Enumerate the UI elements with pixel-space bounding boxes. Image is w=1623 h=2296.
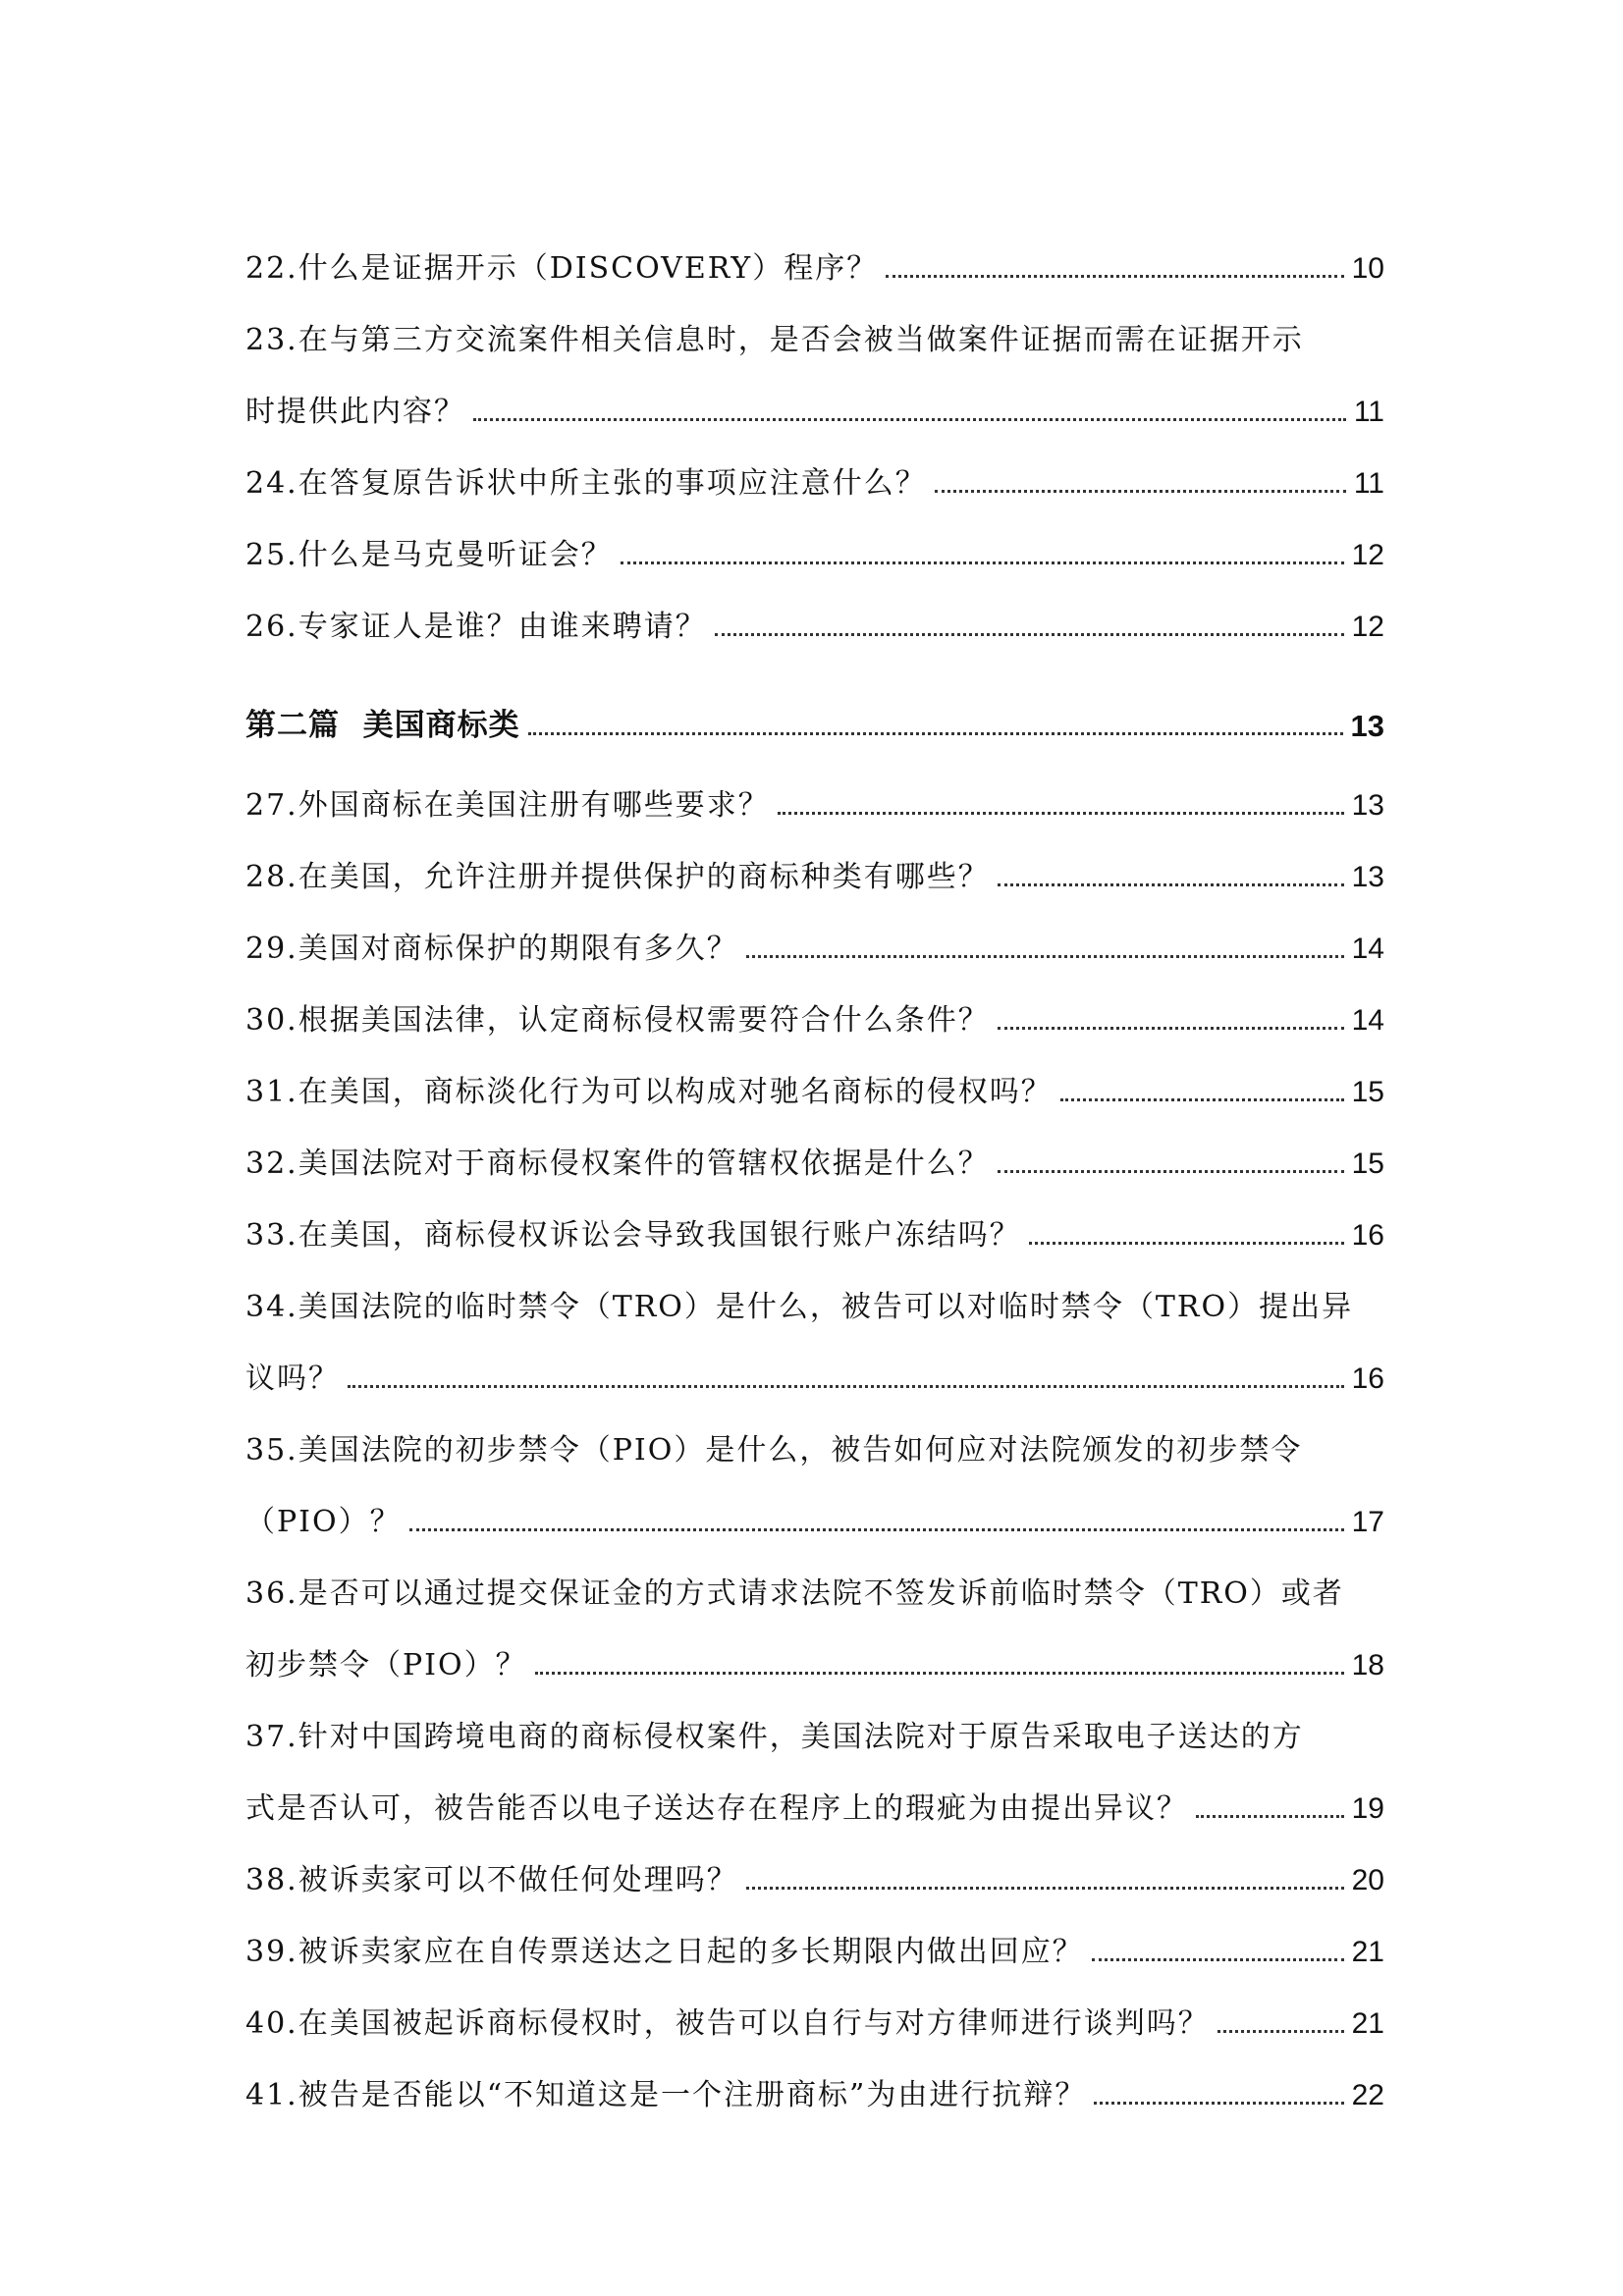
dot-leader (778, 812, 1344, 815)
table-of-contents (245, 218, 1384, 2116)
dot-leader (998, 1027, 1344, 1030)
toc-entry-23-line-1[interactable] (245, 290, 1384, 361)
toc-entry-title: 37.针对中国跨境电商的商标侵权案件，美国法院对于原告采取电子送达的方 (245, 1720, 1304, 1754)
toc-entry-page: 16 (1351, 1362, 1384, 1395)
toc-entry-34-line-2[interactable] (245, 1328, 1384, 1400)
dot-leader (998, 883, 1344, 886)
dot-leader (746, 955, 1344, 958)
toc-entry-39[interactable] (245, 1901, 1384, 1973)
toc-entry-25[interactable] (245, 505, 1384, 576)
dot-leader (348, 1385, 1344, 1388)
toc-entry-34-line-1[interactable] (245, 1256, 1384, 1328)
toc-entry-26[interactable] (245, 576, 1384, 648)
toc-entry-page: 20 (1351, 1864, 1384, 1896)
spacer (245, 648, 1384, 675)
toc-entry-title: 41.被告是否能以“不知道这是一个注册商标”为由进行抗辩？ (245, 2078, 1087, 2112)
toc-entry-title: 27.外国商标在美国注册有哪些要求？ (245, 788, 770, 823)
toc-entry-title: 28.在美国，允许注册并提供保护的商标种类有哪些？ (245, 860, 990, 894)
toc-section-heading[interactable] (245, 675, 1384, 747)
dot-leader (528, 732, 1343, 735)
toc-entry-page: 13 (1351, 789, 1384, 822)
toc-entry-page: 10 (1351, 252, 1384, 285)
toc-entry-title: 39.被诉卖家应在自传票送达之日起的多长期限内做出回应？ (245, 1935, 1084, 1969)
toc-entry-page: 15 (1351, 1148, 1384, 1180)
dot-leader (1217, 2030, 1344, 2033)
toc-entry-page: 15 (1351, 1076, 1384, 1108)
dot-leader (1029, 1242, 1344, 1245)
toc-entry-page: 21 (1351, 1936, 1384, 1968)
dot-leader (535, 1672, 1344, 1675)
toc-entry-page: 12 (1351, 611, 1384, 643)
toc-entry-36-line-2[interactable] (245, 1615, 1384, 1686)
toc-entry-page: 14 (1351, 1004, 1384, 1037)
toc-entry-title: 24.在答复原告诉状中所主张的事项应注意什么？ (245, 466, 927, 501)
toc-entry-title: 33.在美国，商标侵权诉讼会导致我国银行账户冻结吗？ (245, 1218, 1021, 1253)
toc-entry-page: 22 (1351, 2079, 1384, 2111)
toc-entry-page: 19 (1351, 1792, 1384, 1825)
toc-entry-37-line-1[interactable] (245, 1686, 1384, 1758)
dot-leader (1060, 1098, 1344, 1101)
toc-entry-41[interactable] (245, 2045, 1384, 2116)
toc-entry-page: 12 (1351, 539, 1384, 571)
toc-entry-title: 40.在美国被起诉商标侵权时，被告可以自行与对方律师进行谈判吗？ (245, 2006, 1210, 2041)
toc-entry-title: 式是否认可，被告能否以电子送达存在程序上的瑕疵为由提出异议？ (245, 1791, 1188, 1826)
toc-entry-title: 31.在美国，商标淡化行为可以构成对驰名商标的侵权吗？ (245, 1075, 1053, 1109)
dot-leader (998, 1170, 1344, 1173)
toc-entry-title: 26.专家证人是谁？由谁来聘请？ (245, 610, 707, 644)
toc-entry-page: 21 (1351, 2007, 1384, 2040)
dot-leader (1094, 2102, 1343, 2105)
toc-entry-23-line-2[interactable] (245, 361, 1384, 433)
toc-entry-35-line-2[interactable] (245, 1471, 1384, 1543)
toc-entry-38[interactable] (245, 1830, 1384, 1901)
toc-entry-title: 34.美国法院的临时禁令（TRO）是什么，被告可以对临时禁令（TRO）提出异 (245, 1290, 1354, 1324)
toc-entry-title: 25.什么是马克曼听证会？ (245, 538, 613, 572)
toc-entry-title: （PIO）？ (245, 1505, 402, 1539)
toc-entry-30[interactable] (245, 970, 1384, 1041)
dot-leader (935, 490, 1346, 493)
toc-entry-title: 时提供此内容？ (245, 395, 465, 429)
toc-entry-36-line-1[interactable] (245, 1543, 1384, 1615)
dot-leader (746, 1887, 1344, 1890)
toc-entry-page: 14 (1351, 933, 1384, 965)
toc-entry-title: 36.是否可以通过提交保证金的方式请求法院不签发诉前临时禁令（TRO）或者 (245, 1576, 1344, 1611)
toc-entry-title: 议吗？ (245, 1362, 340, 1396)
toc-entry-page: 16 (1351, 1219, 1384, 1252)
toc-entry-page: 17 (1351, 1506, 1384, 1538)
dot-leader (886, 275, 1343, 278)
toc-entry-24[interactable] (245, 433, 1384, 505)
dot-leader (715, 633, 1344, 636)
dot-leader (1196, 1815, 1344, 1818)
toc-entry-title: 29.美国对商标保护的期限有多久？ (245, 932, 738, 966)
toc-entry-title: 初步禁令（PIO）？ (245, 1648, 527, 1682)
spacer (245, 747, 1384, 755)
toc-entry-40[interactable] (245, 1973, 1384, 2045)
toc-entry-27[interactable] (245, 755, 1384, 827)
toc-entry-35-line-1[interactable] (245, 1400, 1384, 1471)
toc-entry-title: 30.根据美国法律，认定商标侵权需要符合什么条件？ (245, 1003, 990, 1038)
dot-leader (621, 561, 1344, 564)
toc-entry-22[interactable] (245, 218, 1384, 290)
toc-entry-37-line-2[interactable] (245, 1758, 1384, 1830)
toc-entry-31[interactable] (245, 1041, 1384, 1113)
section-page: 13 (1350, 709, 1384, 743)
section-title: 第二篇 美国商标类 (245, 708, 520, 743)
toc-entry-title: 32.美国法院对于商标侵权案件的管辖权依据是什么？ (245, 1147, 990, 1181)
dot-leader (409, 1528, 1344, 1531)
toc-entry-title: 38.被诉卖家可以不做任何处理吗？ (245, 1863, 738, 1897)
toc-entry-page: 13 (1351, 861, 1384, 893)
toc-entry-33[interactable] (245, 1185, 1384, 1256)
toc-entry-page: 11 (1353, 396, 1384, 428)
toc-entry-page: 11 (1353, 467, 1384, 500)
dot-leader (1092, 1958, 1344, 1961)
toc-entry-title: 35.美国法院的初步禁令（PIO）是什么，被告如何应对法院颁发的初步禁令 (245, 1433, 1303, 1468)
toc-entry-title: 23.在与第三方交流案件相关信息时，是否会被当做案件证据而需在证据开示 (245, 323, 1304, 357)
toc-entry-title: 22.什么是证据开示（DISCOVERY）程序？ (245, 251, 879, 286)
dot-leader (473, 418, 1346, 421)
toc-entry-29[interactable] (245, 898, 1384, 970)
toc-entry-32[interactable] (245, 1113, 1384, 1185)
toc-entry-28[interactable] (245, 827, 1384, 898)
toc-entry-page: 18 (1351, 1649, 1384, 1682)
